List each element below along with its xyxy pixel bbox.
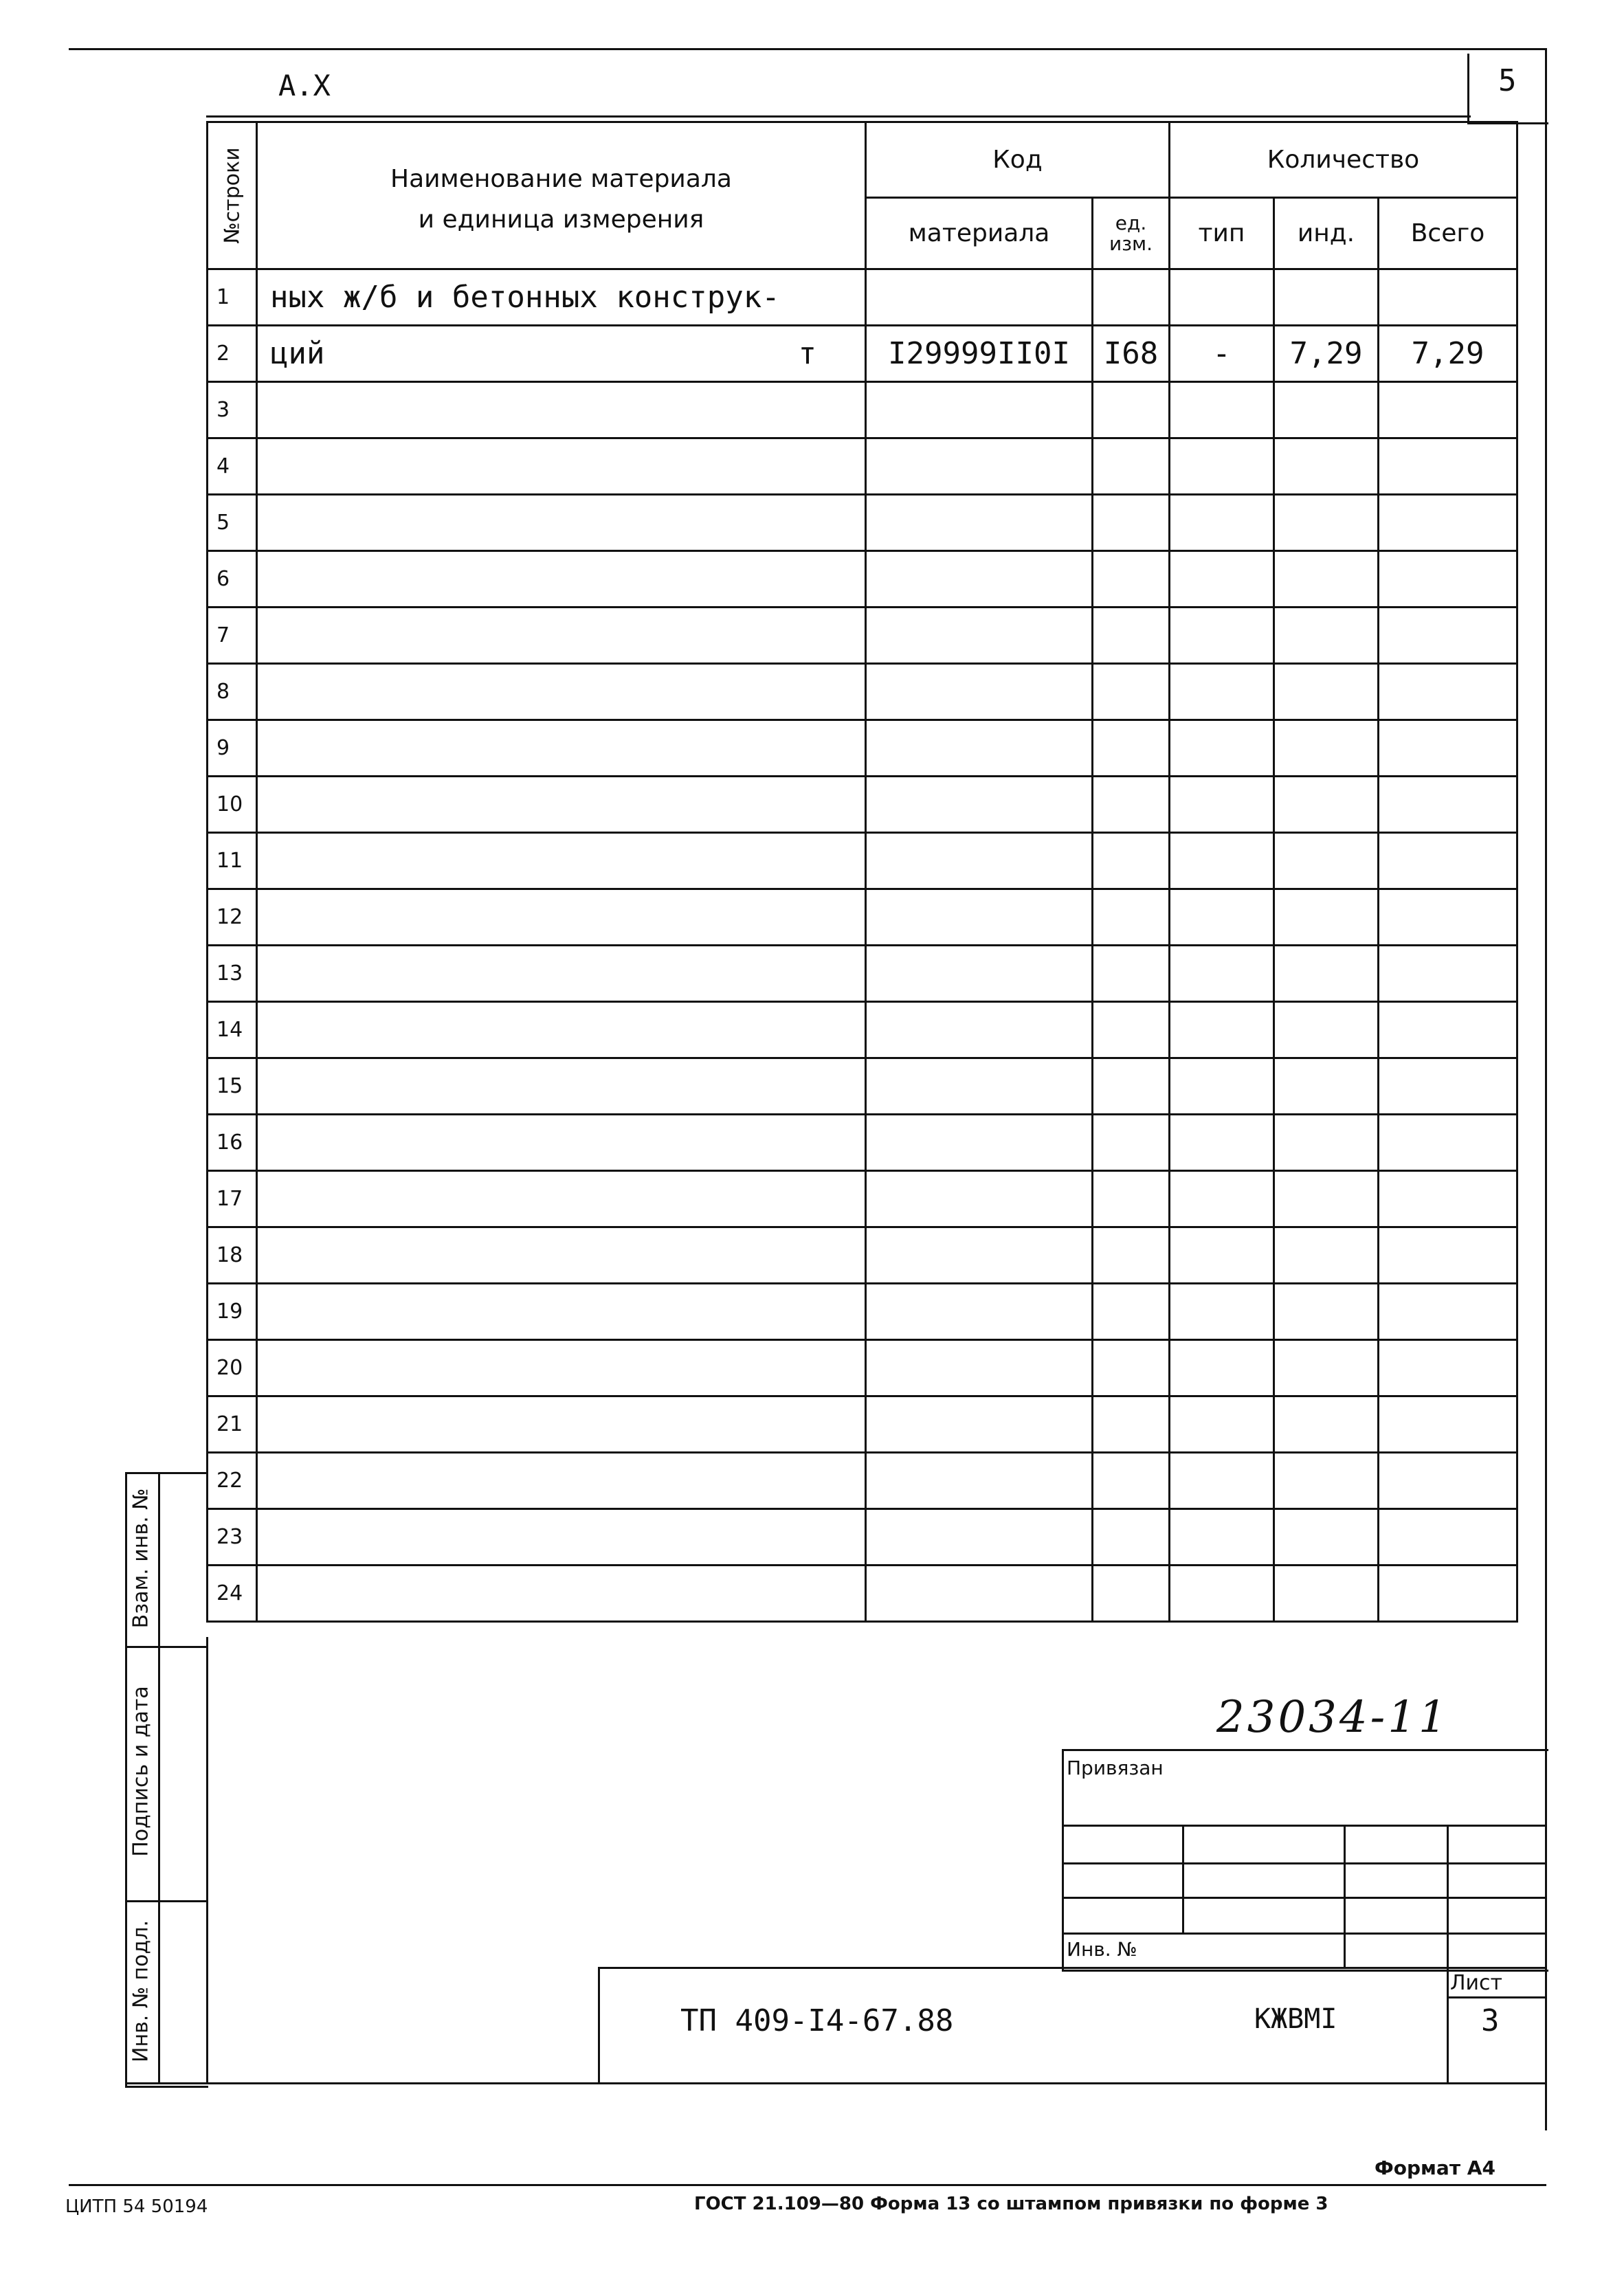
qty-total <box>1379 269 1517 326</box>
unit-code-header: ед. изм. <box>1093 198 1170 269</box>
unit-code <box>1093 1509 1170 1566</box>
material-code <box>866 946 1093 1002</box>
qty-type <box>1170 1171 1274 1227</box>
qty-type <box>1170 551 1274 608</box>
material-code <box>866 551 1093 608</box>
material-name <box>257 1453 866 1509</box>
row-number: 21 <box>208 1396 257 1453</box>
inv-podl-label: Инв. № подл. <box>129 1920 153 2062</box>
row-number: 10 <box>208 777 257 833</box>
row-number: 16 <box>208 1115 257 1171</box>
qty-ind <box>1274 1396 1379 1453</box>
table-row <box>208 720 1517 777</box>
material-name <box>257 720 866 777</box>
table-row <box>208 946 1517 1002</box>
material-name <box>257 1509 866 1566</box>
qty-total <box>1379 551 1517 608</box>
quantity-group-header: Количество <box>1170 122 1517 198</box>
qty-total <box>1379 1509 1517 1566</box>
qty-ind <box>1274 1171 1379 1227</box>
table-row <box>208 777 1517 833</box>
qty-type <box>1170 1509 1274 1566</box>
material-name <box>257 1227 866 1284</box>
qty-type <box>1170 1115 1274 1171</box>
vzam-inv-label: Взам. инв. № <box>129 1488 153 1629</box>
qty-type <box>1170 608 1274 664</box>
qty-type <box>1170 1002 1274 1058</box>
unit-code <box>1093 495 1170 551</box>
material-code <box>866 664 1093 720</box>
stamp-col2 <box>1344 1825 1346 1969</box>
material-code <box>866 1340 1093 1396</box>
row-number: 15 <box>208 1058 257 1115</box>
qty-total <box>1379 1115 1517 1171</box>
unit-code <box>1093 382 1170 438</box>
unit-code <box>1093 1284 1170 1340</box>
row-number: 14 <box>208 1002 257 1058</box>
table-row <box>208 1340 1517 1396</box>
qty-ind <box>1274 1509 1379 1566</box>
unit-code <box>1093 946 1170 1002</box>
material-name <box>257 495 866 551</box>
qty-ind <box>1274 1340 1379 1396</box>
name-header: Наименование материала и единица измерения <box>257 122 866 269</box>
qty-total <box>1379 720 1517 777</box>
table-row <box>208 1509 1517 1566</box>
row-number: 17 <box>208 1171 257 1227</box>
table-row <box>208 269 1517 326</box>
table-row <box>208 664 1517 720</box>
material-name <box>257 382 866 438</box>
table-row <box>208 1396 1517 1453</box>
unit-code <box>1093 1396 1170 1453</box>
qty-type <box>1170 382 1274 438</box>
qty-ind <box>1274 438 1379 495</box>
row-number: 5 <box>208 495 257 551</box>
unit-mark: т <box>798 336 816 371</box>
material-code <box>866 777 1093 833</box>
qty-total <box>1379 1002 1517 1058</box>
qty-total <box>1379 889 1517 946</box>
side-strip-div2 <box>125 1900 206 1902</box>
material-name-text: ций <box>270 336 325 371</box>
material-code <box>866 608 1093 664</box>
material-name <box>257 1002 866 1058</box>
unit-code <box>1093 1227 1170 1284</box>
qty-ind <box>1274 946 1379 1002</box>
unit-code <box>1093 1115 1170 1171</box>
stamp-row3 <box>1062 1897 1546 1899</box>
sheet-box-divider <box>1447 1996 1546 1998</box>
qty-type <box>1170 1566 1274 1622</box>
sheet-number: 3 <box>1481 2003 1500 2038</box>
material-name <box>257 946 866 1002</box>
unit-code <box>1093 833 1170 889</box>
qty-type <box>1170 664 1274 720</box>
material-name <box>257 551 866 608</box>
unit-code <box>1093 777 1170 833</box>
row-number: 6 <box>208 551 257 608</box>
qty-total <box>1379 495 1517 551</box>
unit-code <box>1093 664 1170 720</box>
footer-line <box>69 2184 1546 2186</box>
unit-code <box>1093 1171 1170 1227</box>
material-code: I29999II0I <box>866 326 1093 382</box>
inv-no-label: Инв. № <box>1067 1938 1137 1961</box>
qty-ind <box>1274 551 1379 608</box>
table-row <box>208 1058 1517 1115</box>
qty-total <box>1379 1058 1517 1115</box>
podpis-label: Подпись и дата <box>129 1686 153 1857</box>
top-border <box>206 115 1471 118</box>
qty-ind <box>1274 1284 1379 1340</box>
row-number: 19 <box>208 1284 257 1340</box>
material-name <box>257 777 866 833</box>
stamp-row1 <box>1062 1825 1546 1827</box>
material-code <box>866 1115 1093 1171</box>
qty-ind <box>1274 1058 1379 1115</box>
qty-total <box>1379 1453 1517 1509</box>
material-name <box>257 1566 866 1622</box>
qty-ind-header: инд. <box>1274 198 1379 269</box>
row-number: 11 <box>208 833 257 889</box>
row-number: 1 <box>208 269 257 326</box>
table-row <box>208 1171 1517 1227</box>
qty-type <box>1170 495 1274 551</box>
qty-total <box>1379 1284 1517 1340</box>
qty-ind <box>1274 495 1379 551</box>
unit-code: I68 <box>1093 326 1170 382</box>
qty-type-header: тип <box>1170 198 1274 269</box>
qty-ind <box>1274 1002 1379 1058</box>
material-code <box>866 1002 1093 1058</box>
unit-code <box>1093 269 1170 326</box>
qty-type <box>1170 1284 1274 1340</box>
material-name <box>257 664 866 720</box>
qty-ind <box>1274 382 1379 438</box>
side-strip-mid <box>158 1472 160 2084</box>
material-name <box>257 1340 866 1396</box>
qty-total <box>1379 1340 1517 1396</box>
qty-total <box>1379 1171 1517 1227</box>
qty-type <box>1170 720 1274 777</box>
stamp-row4 <box>1062 1933 1546 1935</box>
material-name <box>257 1115 866 1171</box>
material-code <box>866 1396 1093 1453</box>
material-code <box>866 720 1093 777</box>
qty-ind <box>1274 1115 1379 1171</box>
material-code <box>866 1227 1093 1284</box>
page-number: 5 <box>1498 63 1517 98</box>
title-block-top <box>598 1967 1546 1969</box>
qty-ind <box>1274 608 1379 664</box>
material-code <box>866 438 1093 495</box>
footer-left-code: ЦИТП 54 50194 <box>65 2196 208 2217</box>
unit-code <box>1093 720 1170 777</box>
title-block-left <box>598 1967 600 2084</box>
table-row <box>208 495 1517 551</box>
bottom-frame-left <box>206 1637 208 2084</box>
qty-total <box>1379 382 1517 438</box>
qty-ind <box>1274 777 1379 833</box>
material-code <box>866 833 1093 889</box>
material-code <box>866 889 1093 946</box>
unit-code <box>1093 1002 1170 1058</box>
qty-type <box>1170 1227 1274 1284</box>
qty-total <box>1379 664 1517 720</box>
material-name <box>257 438 866 495</box>
qty-type <box>1170 1058 1274 1115</box>
table-row <box>208 1453 1517 1509</box>
material-code-header: материала <box>866 198 1093 269</box>
qty-total <box>1379 946 1517 1002</box>
material-code <box>866 382 1093 438</box>
qty-type: - <box>1170 326 1274 382</box>
qty-type <box>1170 1340 1274 1396</box>
qty-type <box>1170 946 1274 1002</box>
material-name <box>257 1171 866 1227</box>
row-number: 2 <box>208 326 257 382</box>
sheet-label: Лист <box>1450 1971 1503 1995</box>
row-number: 13 <box>208 946 257 1002</box>
row-number: 20 <box>208 1340 257 1396</box>
row-number: 18 <box>208 1227 257 1284</box>
qty-total <box>1379 777 1517 833</box>
qty-total <box>1379 1396 1517 1453</box>
material-code <box>866 1453 1093 1509</box>
row-no-header: №строки <box>208 122 257 269</box>
qty-total: 7,29 <box>1379 326 1517 382</box>
bottom-frame-line <box>125 2082 1546 2084</box>
material-name <box>257 1058 866 1115</box>
qty-ind: 7,29 <box>1274 326 1379 382</box>
document-mark: КЖВМI <box>1254 2003 1337 2035</box>
row-number: 24 <box>208 1566 257 1622</box>
row-number: 9 <box>208 720 257 777</box>
unit-code <box>1093 889 1170 946</box>
stamp-col3 <box>1447 1825 1449 2082</box>
table-row <box>208 1227 1517 1284</box>
material-name-text: ных ж/б и бетонных конструк- <box>270 280 780 315</box>
qty-type <box>1170 1396 1274 1453</box>
footer-gost: ГОСТ 21.109—80 Форма 13 со штампом привязки по форме 3 <box>694 2194 1328 2214</box>
table-row <box>208 1115 1517 1171</box>
code-group-header: Код <box>866 122 1170 198</box>
row-number: 8 <box>208 664 257 720</box>
qty-ind <box>1274 1227 1379 1284</box>
qty-ind <box>1274 889 1379 946</box>
row-number: 22 <box>208 1453 257 1509</box>
row-number: 12 <box>208 889 257 946</box>
material-code <box>866 1171 1093 1227</box>
stamp-row2 <box>1062 1862 1546 1864</box>
unit-code <box>1093 438 1170 495</box>
row-number: 7 <box>208 608 257 664</box>
qty-type <box>1170 777 1274 833</box>
unit-code <box>1093 1566 1170 1622</box>
qty-type <box>1170 438 1274 495</box>
unit-code <box>1093 608 1170 664</box>
material-name <box>257 833 866 889</box>
privyazan-label: Привязан <box>1067 1757 1164 1779</box>
table-row <box>208 438 1517 495</box>
material-code <box>866 1284 1093 1340</box>
qty-type <box>1170 269 1274 326</box>
material-code <box>866 1509 1093 1566</box>
material-code <box>866 269 1093 326</box>
row-number: 23 <box>208 1509 257 1566</box>
qty-total <box>1379 833 1517 889</box>
stamp-col1 <box>1182 1825 1184 1935</box>
qty-total <box>1379 438 1517 495</box>
material-name <box>257 269 866 326</box>
unit-code <box>1093 1340 1170 1396</box>
handwritten-number: 23034-11 <box>1216 1692 1449 1743</box>
qty-total-header: Всего <box>1379 198 1517 269</box>
material-name <box>257 889 866 946</box>
unit-code <box>1093 1453 1170 1509</box>
table-row <box>208 889 1517 946</box>
qty-ind <box>1274 1566 1379 1622</box>
side-strip-div1 <box>125 1646 206 1648</box>
format-label: Формат А4 <box>1375 2157 1495 2179</box>
table-row <box>208 382 1517 438</box>
material-name <box>257 608 866 664</box>
unit-code <box>1093 1058 1170 1115</box>
material-name <box>257 1396 866 1453</box>
qty-type <box>1170 889 1274 946</box>
qty-total <box>1379 1566 1517 1622</box>
table-row <box>208 608 1517 664</box>
document-code: ТП 409-I4-67.88 <box>680 2003 954 2038</box>
material-name <box>257 1284 866 1340</box>
material-code <box>866 495 1093 551</box>
table-row <box>208 326 1517 382</box>
table-row <box>208 551 1517 608</box>
qty-total <box>1379 608 1517 664</box>
table-row <box>208 1284 1517 1340</box>
row-number: 3 <box>208 382 257 438</box>
table-row <box>208 1566 1517 1622</box>
table-row <box>208 833 1517 889</box>
top-left-border <box>69 48 1546 50</box>
qty-total <box>1379 1227 1517 1284</box>
qty-ind <box>1274 833 1379 889</box>
material-code <box>866 1566 1093 1622</box>
unit-code <box>1093 551 1170 608</box>
qty-ind <box>1274 664 1379 720</box>
material-code <box>866 1058 1093 1115</box>
qty-ind <box>1274 720 1379 777</box>
qty-ind <box>1274 1453 1379 1509</box>
material-spec-table <box>206 121 1518 1623</box>
material-name <box>257 326 866 382</box>
qty-type <box>1170 833 1274 889</box>
qty-type <box>1170 1453 1274 1509</box>
row-number: 4 <box>208 438 257 495</box>
qty-ind <box>1274 269 1379 326</box>
sheet-code: А.Х <box>278 69 331 102</box>
table-row <box>208 1002 1517 1058</box>
